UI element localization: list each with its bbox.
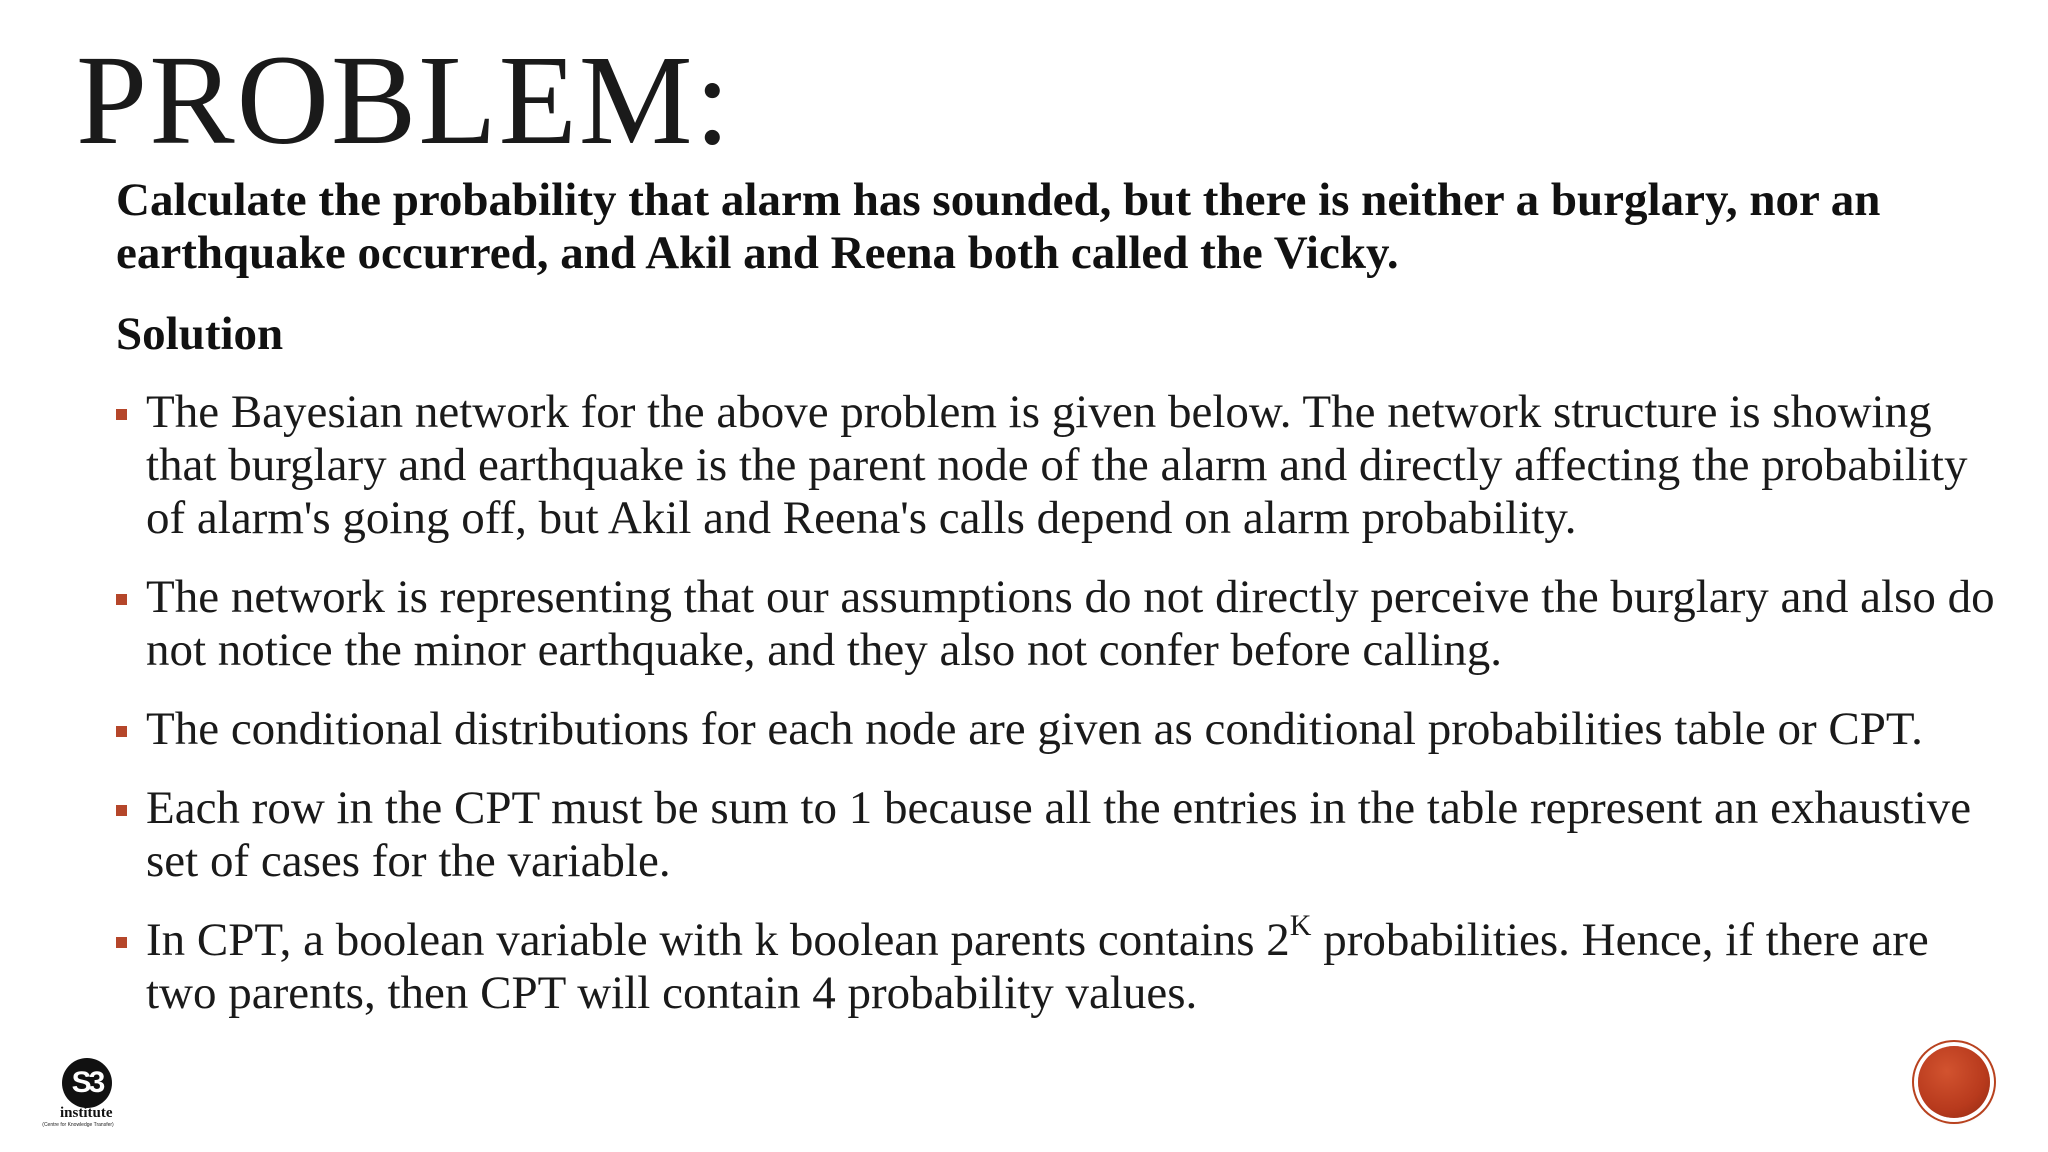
bullet-text-after: probabilities. Hence, if there are two parents, then CPT will contain 4 probability values. xyxy=(146,914,1929,1019)
square-bullet-icon xyxy=(116,409,127,420)
square-bullet-icon xyxy=(116,594,127,605)
bullet-text: Each row in the CPT must be sum to 1 because all the entries in the table represent an exhaustive set of cases for the variable. xyxy=(146,782,1972,887)
bullet-text-before: In CPT, a boolean variable with k boolean parents contains 2 xyxy=(146,914,1290,966)
logo-mark: S3 xyxy=(62,1058,112,1108)
solution-heading: Solution xyxy=(116,308,284,360)
logo-text: institute xyxy=(60,1105,113,1121)
bullet-item xyxy=(116,909,1996,1020)
logo-subtext: (Centre for Knowledge Transfer) xyxy=(42,1122,114,1128)
bullet-text: The Bayesian network for the above problem is given below. The network structure is showing that burglary and earthquake is the parent node of the alarm and directly affecting the probability of alarm's going off, but Akil and Reena's calls depend on alarm probability. xyxy=(146,386,1968,544)
bullet-text: The network is representing that our assumptions do not directly perceive the burglary and also do not notice the minor earthquake, and they also not confer before calling. xyxy=(146,571,1995,676)
problem-question: Calculate the probability that alarm has sounded, but there is neither a burglary, nor an earthquake occurred, and Akil and Reena both called the Vicky. xyxy=(116,174,1881,279)
square-bullet-icon xyxy=(116,937,127,948)
square-bullet-icon xyxy=(116,805,127,816)
bullet-item xyxy=(116,782,1996,888)
circle-nav-icon[interactable] xyxy=(1918,1046,1990,1118)
bullet-item xyxy=(116,571,1996,677)
bullet-item xyxy=(116,386,1996,545)
superscript-k: K xyxy=(1289,909,1312,942)
square-bullet-icon xyxy=(116,726,127,737)
institute-logo xyxy=(28,1058,128,1128)
bullet-item xyxy=(116,703,1996,756)
bullet-text: The conditional distributions for each node are given as conditional probabilities table or CPT. xyxy=(146,703,1923,755)
solution-bullet-list xyxy=(116,386,1996,1046)
slide-title: PROBLEM: xyxy=(76,29,733,171)
